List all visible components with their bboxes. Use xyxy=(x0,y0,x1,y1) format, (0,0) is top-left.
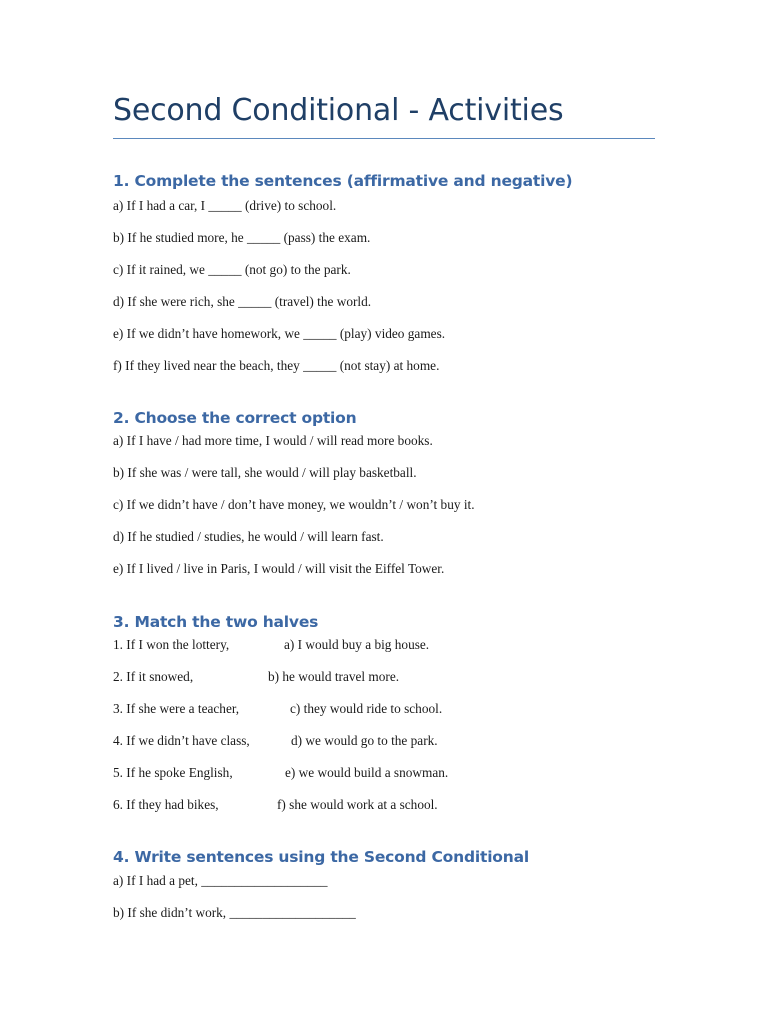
s2-item-e: e) If I lived / live in Paris, I would / will visit the Eiffel Tower. xyxy=(113,561,445,576)
section-1-heading: 1. Complete the sentences (affirmative and negative) xyxy=(113,172,573,190)
section-3-heading: 3. Match the two halves xyxy=(113,613,319,631)
s1-item-d: d) If she were rich, she _____ (travel) the world. xyxy=(113,294,372,309)
s2-item-b: b) If she was / were tall, she would / will play basketball. xyxy=(113,465,417,480)
section-2-heading: 2. Choose the correct option xyxy=(113,409,357,427)
s3-right-c: c) they would ride to school. xyxy=(290,701,443,716)
s3-right-b: b) he would travel more. xyxy=(268,669,400,684)
s3-left-6: 6. If they had bikes, xyxy=(113,797,219,812)
s3-right-e: e) we would build a snowman. xyxy=(285,765,449,780)
s4-item-b: b) If she didn’t work, ___________________ xyxy=(113,905,356,920)
s3-right-f: f) she would work at a school. xyxy=(277,797,438,812)
s1-item-c: c) If it rained, we _____ (not go) to the park. xyxy=(113,262,351,277)
document-title: Second Conditional - Activities xyxy=(113,93,564,128)
s1-item-f: f) If they lived near the beach, they _____ (not stay) at home. xyxy=(113,358,440,373)
title-underline xyxy=(113,138,655,139)
s3-left-2: 2. If it snowed, xyxy=(113,669,194,684)
s2-item-d: d) If he studied / studies, he would / will learn fast. xyxy=(113,529,384,544)
s1-item-e: e) If we didn’t have homework, we _____ (play) video games. xyxy=(113,326,446,341)
s1-item-a: a) If I had a car, I _____ (drive) to school. xyxy=(113,198,337,213)
s3-right-a: a) I would buy a big house. xyxy=(284,637,430,652)
s3-left-5: 5. If he spoke English, xyxy=(113,765,233,780)
s3-right-d: d) we would go to the park. xyxy=(291,733,438,748)
s2-item-c: c) If we didn’t have / don’t have money, we wouldn’t / won’t buy it. xyxy=(113,497,475,512)
section-4-heading: 4. Write sentences using the Second Conditional xyxy=(113,848,529,866)
s3-left-1: 1. If I won the lottery, xyxy=(113,637,230,652)
s3-left-4: 4. If we didn’t have class, xyxy=(113,733,250,748)
s4-item-a: a) If I had a pet, ___________________ xyxy=(113,873,328,888)
s1-item-b: b) If he studied more, he _____ (pass) the exam. xyxy=(113,230,371,245)
s2-item-a: a) If I have / had more time, I would / will read more books. xyxy=(113,433,433,448)
s3-left-3: 3. If she were a teacher, xyxy=(113,701,240,716)
